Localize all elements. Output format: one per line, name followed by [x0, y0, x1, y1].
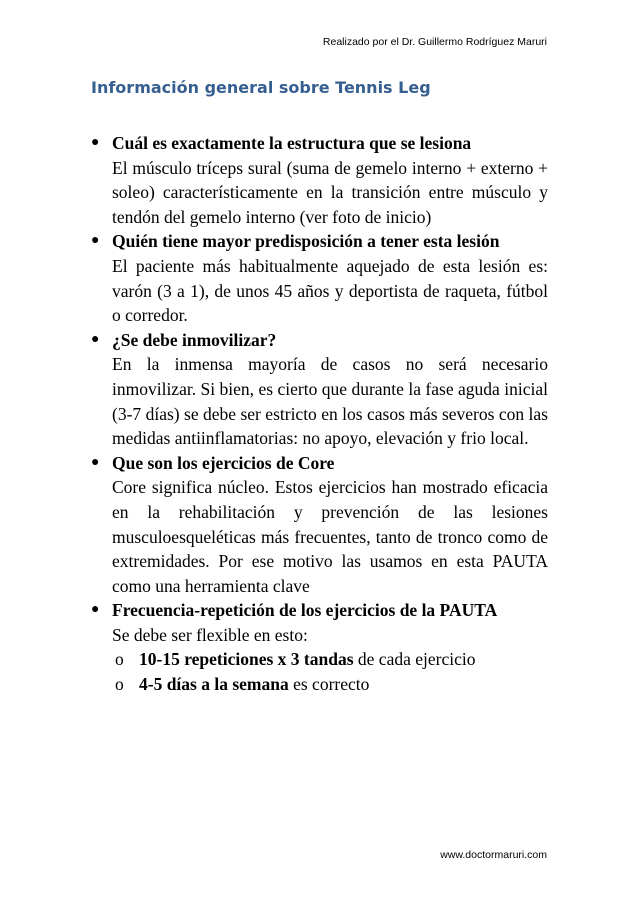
list-item [91, 131, 548, 229]
sub-list-item [91, 672, 548, 697]
item-body: El músculo tríceps sural (suma de gemelo interno + externo + soleo) característicamente en la transición entre músculo y tendón del gemelo interno (ver foto de inicio) [112, 157, 548, 227]
list-item [91, 451, 548, 599]
item-heading: Frecuencia-repetición de los ejercicios de la PAUTA [112, 600, 498, 621]
list-item [91, 229, 548, 327]
bullet-dot-icon: ● [91, 454, 100, 470]
sub-item-text: de cada ejercicio [353, 649, 476, 670]
item-body: Se debe ser flexible en esto: [112, 624, 308, 645]
sub-list [91, 647, 548, 696]
item-body: Core significa núcleo. Estos ejercicios han mostrado eficacia en la rehabilitación y prevención de las lesiones musculoesqueléticas más frecuentes, tanto de tronco como de extremidades. Por ese motivo las usamos en esta PAUTA como una herramienta clave [112, 477, 548, 596]
sub-item-text: es correcto [288, 674, 370, 695]
footer-website-url: www.doctormaruri.com [440, 849, 547, 861]
item-heading: Que son los ejercicios de Core [112, 452, 335, 473]
item-body: En la inmensa mayoría de casos no será necesario inmovilizar. Si bien, es cierto que durante la fase aguda inicial (3-7 días) se debe ser estricto en los casos más severos con las medidas antiinflamatorias: no apoyo, elevación y frio local. [112, 354, 548, 449]
list-item [91, 328, 548, 451]
item-heading: Cuál es exactamente la estructura que se lesiona [112, 133, 472, 153]
circle-bullet-icon: o [115, 649, 124, 670]
bullet-dot-icon: ● [91, 331, 100, 347]
sub-item-bold: 10-15 repeticiones x 3 tandas [139, 649, 354, 670]
sub-list-item [91, 647, 548, 672]
bullet-list [91, 131, 548, 697]
item-heading: Quién tiene mayor predisposición a tener esta lesión [112, 231, 500, 252]
item-heading: ¿Se debe inmovilizar? [112, 329, 277, 350]
item-body: El paciente más habitualmente aquejado de esta lesión es: varón (3 a 1), de unos 45 años y deportista de raqueta, fútbol o corredor. [112, 255, 548, 326]
circle-bullet-icon: o [115, 674, 124, 695]
list-item [91, 598, 548, 647]
sub-item-bold: 4-5 días a la semana [139, 674, 289, 695]
bullet-dot-icon: ● [91, 233, 100, 249]
bullet-dot-icon: ● [91, 135, 100, 150]
bullet-dot-icon: ● [91, 602, 100, 618]
header-credit: Realizado por el Dr. Guillermo Rodríguez Maruri [322, 36, 547, 48]
page-title: Información general sobre Tennis Leg [91, 78, 431, 97]
